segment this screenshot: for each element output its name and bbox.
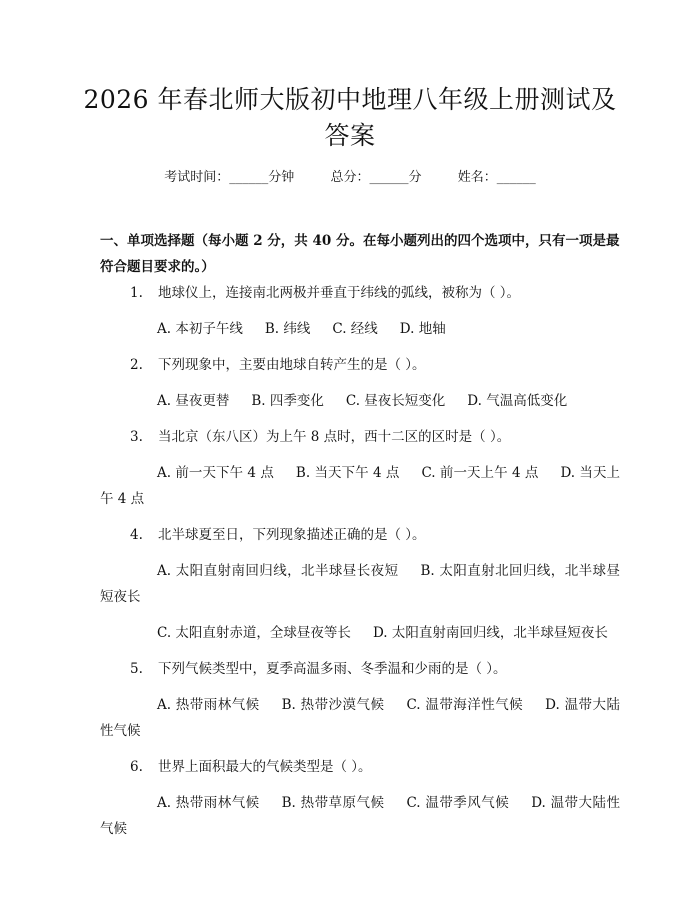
option-d: D. 地轴: [399, 321, 446, 337]
question-text: 下列现象中，主要由地球自转产生的是（ ）。: [158, 357, 426, 373]
option-b: B. 四季变化: [251, 393, 324, 409]
question-1-options: [100, 316, 620, 342]
option-c: C. 昼夜长短变化: [345, 393, 446, 409]
question-number: 5.: [130, 661, 143, 677]
question-6: [100, 754, 620, 780]
option-b: B. 纬线: [264, 321, 311, 337]
question-3: [100, 424, 620, 450]
question-5: [100, 656, 620, 682]
option-a: A. 热带雨林气候: [157, 795, 260, 811]
option-b: B. 当天下午 4 点: [295, 465, 400, 481]
student-name-label: 姓名：______: [457, 170, 536, 185]
option-a: A. 前一天下午 4 点: [157, 465, 274, 481]
question-1: [100, 280, 620, 306]
question-number: 3.: [130, 429, 143, 445]
question-6-options: [100, 790, 620, 842]
question-text: 当北京（东八区）为上午 8 点时，西十二区的区时是（ ）。: [158, 429, 511, 445]
question-number: 1.: [130, 285, 143, 301]
exam-time-label: 考试时间：______分钟: [164, 170, 295, 185]
option-d: D. 温带大陆性气候: [100, 795, 620, 837]
option-b: B. 热带沙漠气候: [281, 697, 385, 713]
question-3-options: [100, 460, 620, 512]
question-2-options: [100, 388, 620, 414]
section-heading: 一、单项选择题（每小题 2 分，共 40 分。在每小题列出的四个选项中，只有一项是最符合题目要求的。）: [100, 233, 620, 275]
question-4-options-ab: [100, 558, 620, 610]
option-b: B. 热带草原气候: [281, 795, 385, 811]
option-c: C. 经线: [332, 321, 378, 337]
option-c: C. 温带海洋性气候: [406, 697, 524, 713]
option-d: D. 温带大陆性气候: [100, 697, 620, 739]
option-c: C. 温带季风气候: [406, 795, 510, 811]
total-score-label: 总分：______分: [330, 170, 422, 185]
question-4: [100, 522, 620, 548]
question-5-options: [100, 692, 620, 744]
question-2: [100, 352, 620, 378]
document-title: 2026 年春北师大版初中地理八年级上册测试及答案: [83, 85, 617, 150]
option-d: D. 当天上午 4 点: [100, 465, 620, 507]
option-c: C. 太阳直射赤道，全球昼夜等长: [157, 625, 351, 641]
question-text: 北半球夏至日，下列现象描述正确的是（ ）。: [158, 527, 426, 543]
question-text: 地球仪上，连接南北两极并垂直于纬线的弧线，被称为（ ）。: [158, 285, 521, 301]
question-4-options-cd: [100, 620, 620, 646]
option-d: D. 太阳直射南回归线，北半球昼短夜长: [372, 625, 608, 641]
option-a: A. 热带雨林气候: [157, 697, 260, 713]
option-c: C. 前一天上午 4 点: [421, 465, 539, 481]
option-d: D. 气温高低变化: [467, 393, 568, 409]
question-number: 2.: [130, 357, 143, 373]
option-a: A. 本初子午线: [157, 321, 243, 337]
option-a: A. 昼夜更替: [157, 393, 230, 409]
question-number: 6.: [130, 759, 143, 775]
option-b: B. 太阳直射北回归线，北半球昼短夜长: [100, 563, 620, 605]
question-list: [100, 280, 620, 852]
exam-meta: [0, 168, 700, 188]
question-number: 4.: [130, 527, 143, 543]
question-text: 下列气候类型中，夏季高温多雨、冬季温和少雨的是（ ）。: [158, 661, 507, 677]
option-a: A. 太阳直射南回归线，北半球昼长夜短: [157, 563, 399, 579]
question-text: 世界上面积最大的气候类型是（ ）。: [158, 759, 372, 775]
